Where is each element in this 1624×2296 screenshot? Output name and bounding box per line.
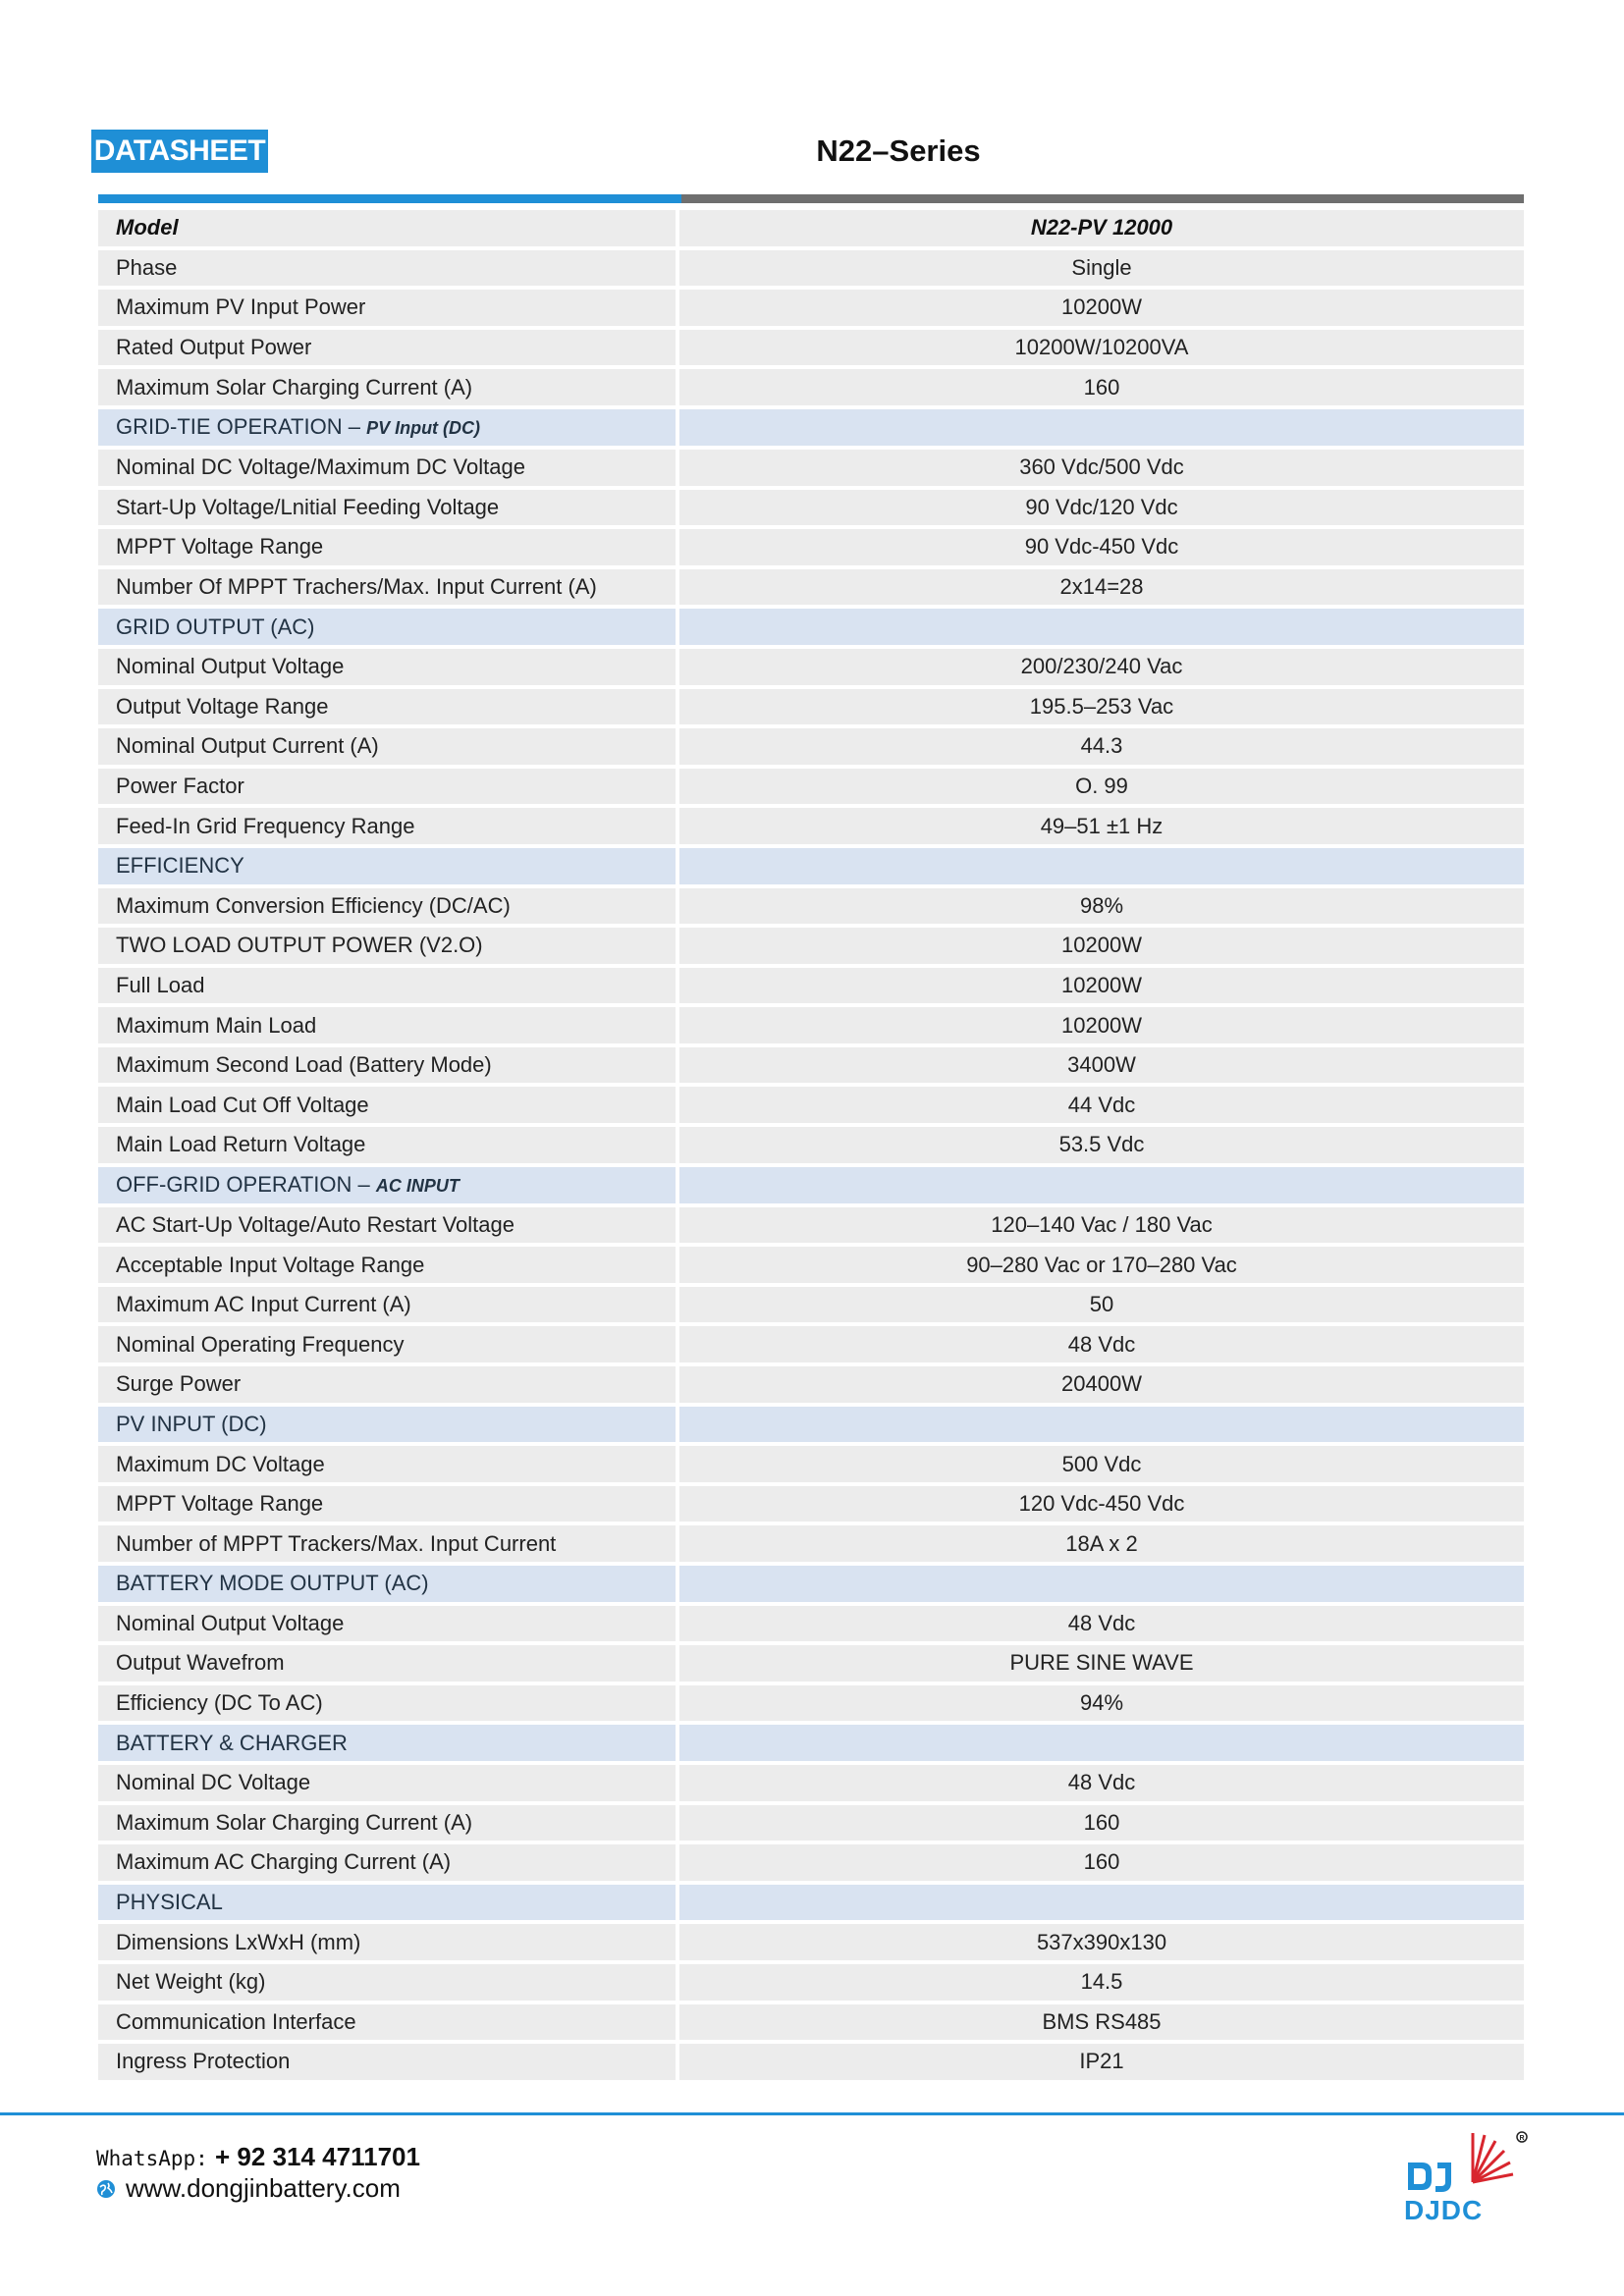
spec-label (98, 728, 679, 765)
spec-label (98, 1247, 679, 1283)
svg-text:R: R (1519, 2135, 1525, 2142)
label-text: Dimensions LxWxH (mm) (116, 1929, 361, 1954)
section-title (98, 1566, 679, 1602)
label-text: Maximum PV Input Power (116, 294, 366, 320)
label-text: Number of MPPT Trackers/Max. Input Current (116, 1530, 557, 1556)
spec-label (98, 250, 679, 287)
label-text: MPPT Voltage Range (116, 1491, 324, 1517)
spec-value: 10200W (679, 1007, 1524, 1043)
label-text: Model (116, 215, 179, 240)
spec-label (98, 928, 679, 964)
spec-label (98, 330, 679, 366)
spec-label (98, 1047, 679, 1084)
spec-label (98, 808, 679, 844)
spec-value: 360 Vdc/500 Vdc (679, 450, 1524, 486)
spec-label (98, 290, 679, 326)
spec-label (98, 1606, 679, 1642)
section-row (98, 1885, 1524, 1921)
spec-value: 49–51 ±1 Hz (679, 808, 1524, 844)
spec-label (98, 450, 679, 486)
spec-label (98, 968, 679, 1004)
whatsapp-contact (96, 2142, 420, 2172)
model-header-row (98, 210, 1524, 246)
spec-row (98, 1247, 1524, 1283)
section-title (98, 1167, 679, 1203)
label-text: Main Load Cut Off Voltage (116, 1092, 369, 1117)
section-title (98, 609, 679, 645)
spec-value: 537x390x130 (679, 1924, 1524, 1960)
globe-icon (96, 2179, 116, 2199)
spec-label (98, 1446, 679, 1482)
spec-value: 195.5–253 Vac (679, 689, 1524, 725)
spec-value: 10200W/10200VA (679, 330, 1524, 366)
spec-row (98, 1366, 1524, 1403)
spec-label (98, 1685, 679, 1722)
label-text: Acceptable Input Voltage Range (116, 1252, 425, 1277)
spec-label (98, 210, 679, 246)
spec-row (98, 808, 1524, 844)
spec-row (98, 1606, 1524, 1642)
spec-label (98, 689, 679, 725)
spec-value: 48 Vdc (679, 1326, 1524, 1362)
spec-row (98, 569, 1524, 606)
spec-value: O. 99 (679, 769, 1524, 805)
label-text: AC Start-Up Voltage/Auto Restart Voltage (116, 1211, 515, 1237)
spec-label (98, 649, 679, 685)
spec-value: 50 (679, 1287, 1524, 1323)
spec-value: 3400W (679, 1047, 1524, 1084)
spec-label (98, 1127, 679, 1163)
spec-row (98, 968, 1524, 1004)
spec-value: 44 Vdc (679, 1087, 1524, 1123)
header-rule-gray (681, 194, 1524, 203)
spec-row (98, 888, 1524, 925)
label-text: Start-Up Voltage/Lnitial Feeding Voltage (116, 494, 500, 519)
spec-value: 48 Vdc (679, 1765, 1524, 1801)
spec-label (98, 1326, 679, 1362)
label-text: MPPT Voltage Range (116, 534, 324, 560)
section-row (98, 409, 1524, 446)
spec-value: BMS RS485 (679, 2004, 1524, 2041)
label-text: Nominal DC Voltage (116, 1770, 311, 1795)
spec-label (98, 1645, 679, 1682)
spec-row (98, 1047, 1524, 1084)
spec-value (679, 1566, 1524, 1602)
spec-label (98, 1765, 679, 1801)
spec-value: Single (679, 250, 1524, 287)
spec-row (98, 689, 1524, 725)
label-text: Nominal Operating Frequency (116, 1331, 405, 1357)
spec-row (98, 928, 1524, 964)
section-subtitle: AC INPUT (375, 1175, 460, 1196)
spec-row (98, 728, 1524, 765)
spec-row (98, 1326, 1524, 1362)
label-text: Output Voltage Range (116, 693, 329, 719)
spec-value: 18A x 2 (679, 1525, 1524, 1562)
label-text: Maximum AC Input Current (A) (116, 1292, 411, 1317)
spec-row (98, 490, 1524, 526)
label-text: Full Load (116, 972, 205, 997)
spec-row (98, 290, 1524, 326)
label-text: Ingress Protection (116, 2049, 291, 2074)
spec-row (98, 1525, 1524, 1562)
label-text: Maximum Main Load (116, 1012, 317, 1038)
spec-label (98, 888, 679, 925)
page-title: N22–Series (816, 133, 981, 168)
section-subtitle: PV Input (DC) (366, 417, 481, 438)
spec-value: 120 Vdc-450 Vdc (679, 1486, 1524, 1522)
spec-label (98, 1805, 679, 1842)
spec-label (98, 529, 679, 565)
spec-value (679, 1167, 1524, 1203)
section-row (98, 609, 1524, 645)
spec-row (98, 1007, 1524, 1043)
spec-value: 10200W (679, 928, 1524, 964)
spec-label (98, 569, 679, 606)
label-text: Phase (116, 254, 178, 280)
spec-label (98, 490, 679, 526)
spec-label (98, 1486, 679, 1522)
spec-row (98, 1645, 1524, 1682)
label-text: PV INPUT (DC) (116, 1411, 267, 1436)
label-text: Maximum Conversion Efficiency (DC/AC) (116, 892, 511, 918)
section-title (98, 848, 679, 884)
spec-label (98, 1087, 679, 1123)
spec-label (98, 369, 679, 405)
label-text: EFFICIENCY (116, 853, 244, 879)
section-title (98, 1885, 679, 1921)
label-text: Maximum DC Voltage (116, 1451, 325, 1476)
spec-row (98, 369, 1524, 405)
spec-row (98, 250, 1524, 287)
spec-row (98, 2044, 1524, 2080)
spec-value (679, 848, 1524, 884)
spec-row (98, 1805, 1524, 1842)
spec-label (98, 2044, 679, 2080)
footer-rule (0, 2112, 1624, 2115)
logo-text: DJDC (1404, 2195, 1484, 2223)
label-text: Surge Power (116, 1371, 242, 1397)
spec-label (98, 1007, 679, 1043)
label-text: Maximum AC Charging Current (A) (116, 1849, 452, 1875)
spec-label (98, 2004, 679, 2041)
spec-value: 500 Vdc (679, 1446, 1524, 1482)
section-row (98, 1407, 1524, 1443)
spec-value: 90 Vdc-450 Vdc (679, 529, 1524, 565)
spec-value: 94% (679, 1685, 1524, 1722)
spec-row (98, 1924, 1524, 1960)
spec-row (98, 450, 1524, 486)
spec-value (679, 1407, 1524, 1443)
label-text: PHYSICAL (116, 1890, 223, 1915)
website-contact[interactable] (96, 2173, 401, 2204)
spec-row (98, 1087, 1524, 1123)
spec-row (98, 330, 1524, 366)
spec-label (98, 1964, 679, 2001)
spec-value: N22-PV 12000 (679, 210, 1524, 246)
spec-value: IP21 (679, 2044, 1524, 2080)
label-text: Power Factor (116, 774, 244, 799)
spec-row (98, 529, 1524, 565)
spec-value (679, 609, 1524, 645)
spec-value: 90–280 Vac or 170–280 Vac (679, 1247, 1524, 1283)
section-row (98, 848, 1524, 884)
label-text: GRID-TIE OPERATION – (116, 413, 367, 439)
label-text: Efficiency (DC To AC) (116, 1690, 323, 1716)
label-text: TWO LOAD OUTPUT POWER (V2.O) (116, 933, 483, 958)
spec-value: 10200W (679, 968, 1524, 1004)
spec-label (98, 1207, 679, 1244)
spec-label (98, 1844, 679, 1881)
spec-value: 20400W (679, 1366, 1524, 1403)
spec-row (98, 1685, 1524, 1722)
label-text: Maximum Solar Charging Current (A) (116, 1809, 473, 1835)
label-text: Number Of MPPT Trachers/Max. Input Current (A) (116, 574, 597, 600)
label-text: Main Load Return Voltage (116, 1132, 366, 1157)
datasheet-badge: DATASHEET (91, 130, 268, 173)
spec-label (98, 1366, 679, 1403)
whatsapp-number: + 92 314 4711701 (207, 2142, 420, 2171)
spec-value: PURE SINE WAVE (679, 1645, 1524, 1682)
label-text: Communication Interface (116, 2008, 356, 2034)
spec-value: 90 Vdc/120 Vdc (679, 490, 1524, 526)
label-text: Maximum Second Load (Battery Mode) (116, 1052, 492, 1078)
label-text: Output Wavefrom (116, 1650, 285, 1676)
spec-label (98, 769, 679, 805)
section-row (98, 1566, 1524, 1602)
spec-label (98, 1525, 679, 1562)
label-text: BATTERY MODE OUTPUT (AC) (116, 1571, 429, 1596)
section-title (98, 1725, 679, 1761)
section-title (98, 1407, 679, 1443)
label-text: Nominal Output Current (A) (116, 733, 379, 759)
spec-value: 14.5 (679, 1964, 1524, 2001)
spec-value: 10200W (679, 290, 1524, 326)
spec-value: 160 (679, 1844, 1524, 1881)
spec-row (98, 1964, 1524, 2001)
label-text: Nominal Output Voltage (116, 654, 345, 679)
spec-value (679, 1725, 1524, 1761)
spec-row (98, 769, 1524, 805)
label-text: Nominal Output Voltage (116, 1610, 345, 1635)
spec-value: 98% (679, 888, 1524, 925)
spec-row (98, 2004, 1524, 2041)
spec-row (98, 1486, 1524, 1522)
spec-value: 44.3 (679, 728, 1524, 765)
spec-value (679, 409, 1524, 446)
label-text: BATTERY & CHARGER (116, 1730, 348, 1755)
label-text: Net Weight (kg) (116, 1969, 266, 1995)
spec-value: 53.5 Vdc (679, 1127, 1524, 1163)
section-title (98, 409, 679, 446)
label-text: Feed-In Grid Frequency Range (116, 813, 415, 838)
spec-row (98, 649, 1524, 685)
spec-value: 48 Vdc (679, 1606, 1524, 1642)
spec-row (98, 1287, 1524, 1323)
spec-value: 160 (679, 1805, 1524, 1842)
spec-value: 200/230/240 Vac (679, 649, 1524, 685)
section-row (98, 1725, 1524, 1761)
spec-label (98, 1287, 679, 1323)
website-link[interactable]: www.dongjinbattery.com (126, 2173, 401, 2203)
spec-row (98, 1127, 1524, 1163)
section-row (98, 1167, 1524, 1203)
djdc-logo (1394, 2125, 1542, 2223)
spec-table (98, 206, 1524, 2084)
spec-row (98, 1446, 1524, 1482)
label-text: Nominal DC Voltage/Maximum DC Voltage (116, 454, 525, 480)
label-text: GRID OUTPUT (AC) (116, 614, 315, 639)
label-text: OFF-GRID OPERATION – (116, 1171, 376, 1197)
spec-label (98, 1924, 679, 1960)
spec-value: 160 (679, 369, 1524, 405)
label-text: Rated Output Power (116, 335, 312, 360)
spec-value (679, 1885, 1524, 1921)
spec-value: 2x14=28 (679, 569, 1524, 606)
spec-row (98, 1765, 1524, 1801)
whatsapp-label: WhatsApp: (96, 2147, 208, 2170)
spec-row (98, 1207, 1524, 1244)
spec-value: 120–140 Vac / 180 Vac (679, 1207, 1524, 1244)
label-text: Maximum Solar Charging Current (A) (116, 374, 473, 400)
spec-row (98, 1844, 1524, 1881)
header-rule-blue (98, 194, 681, 203)
